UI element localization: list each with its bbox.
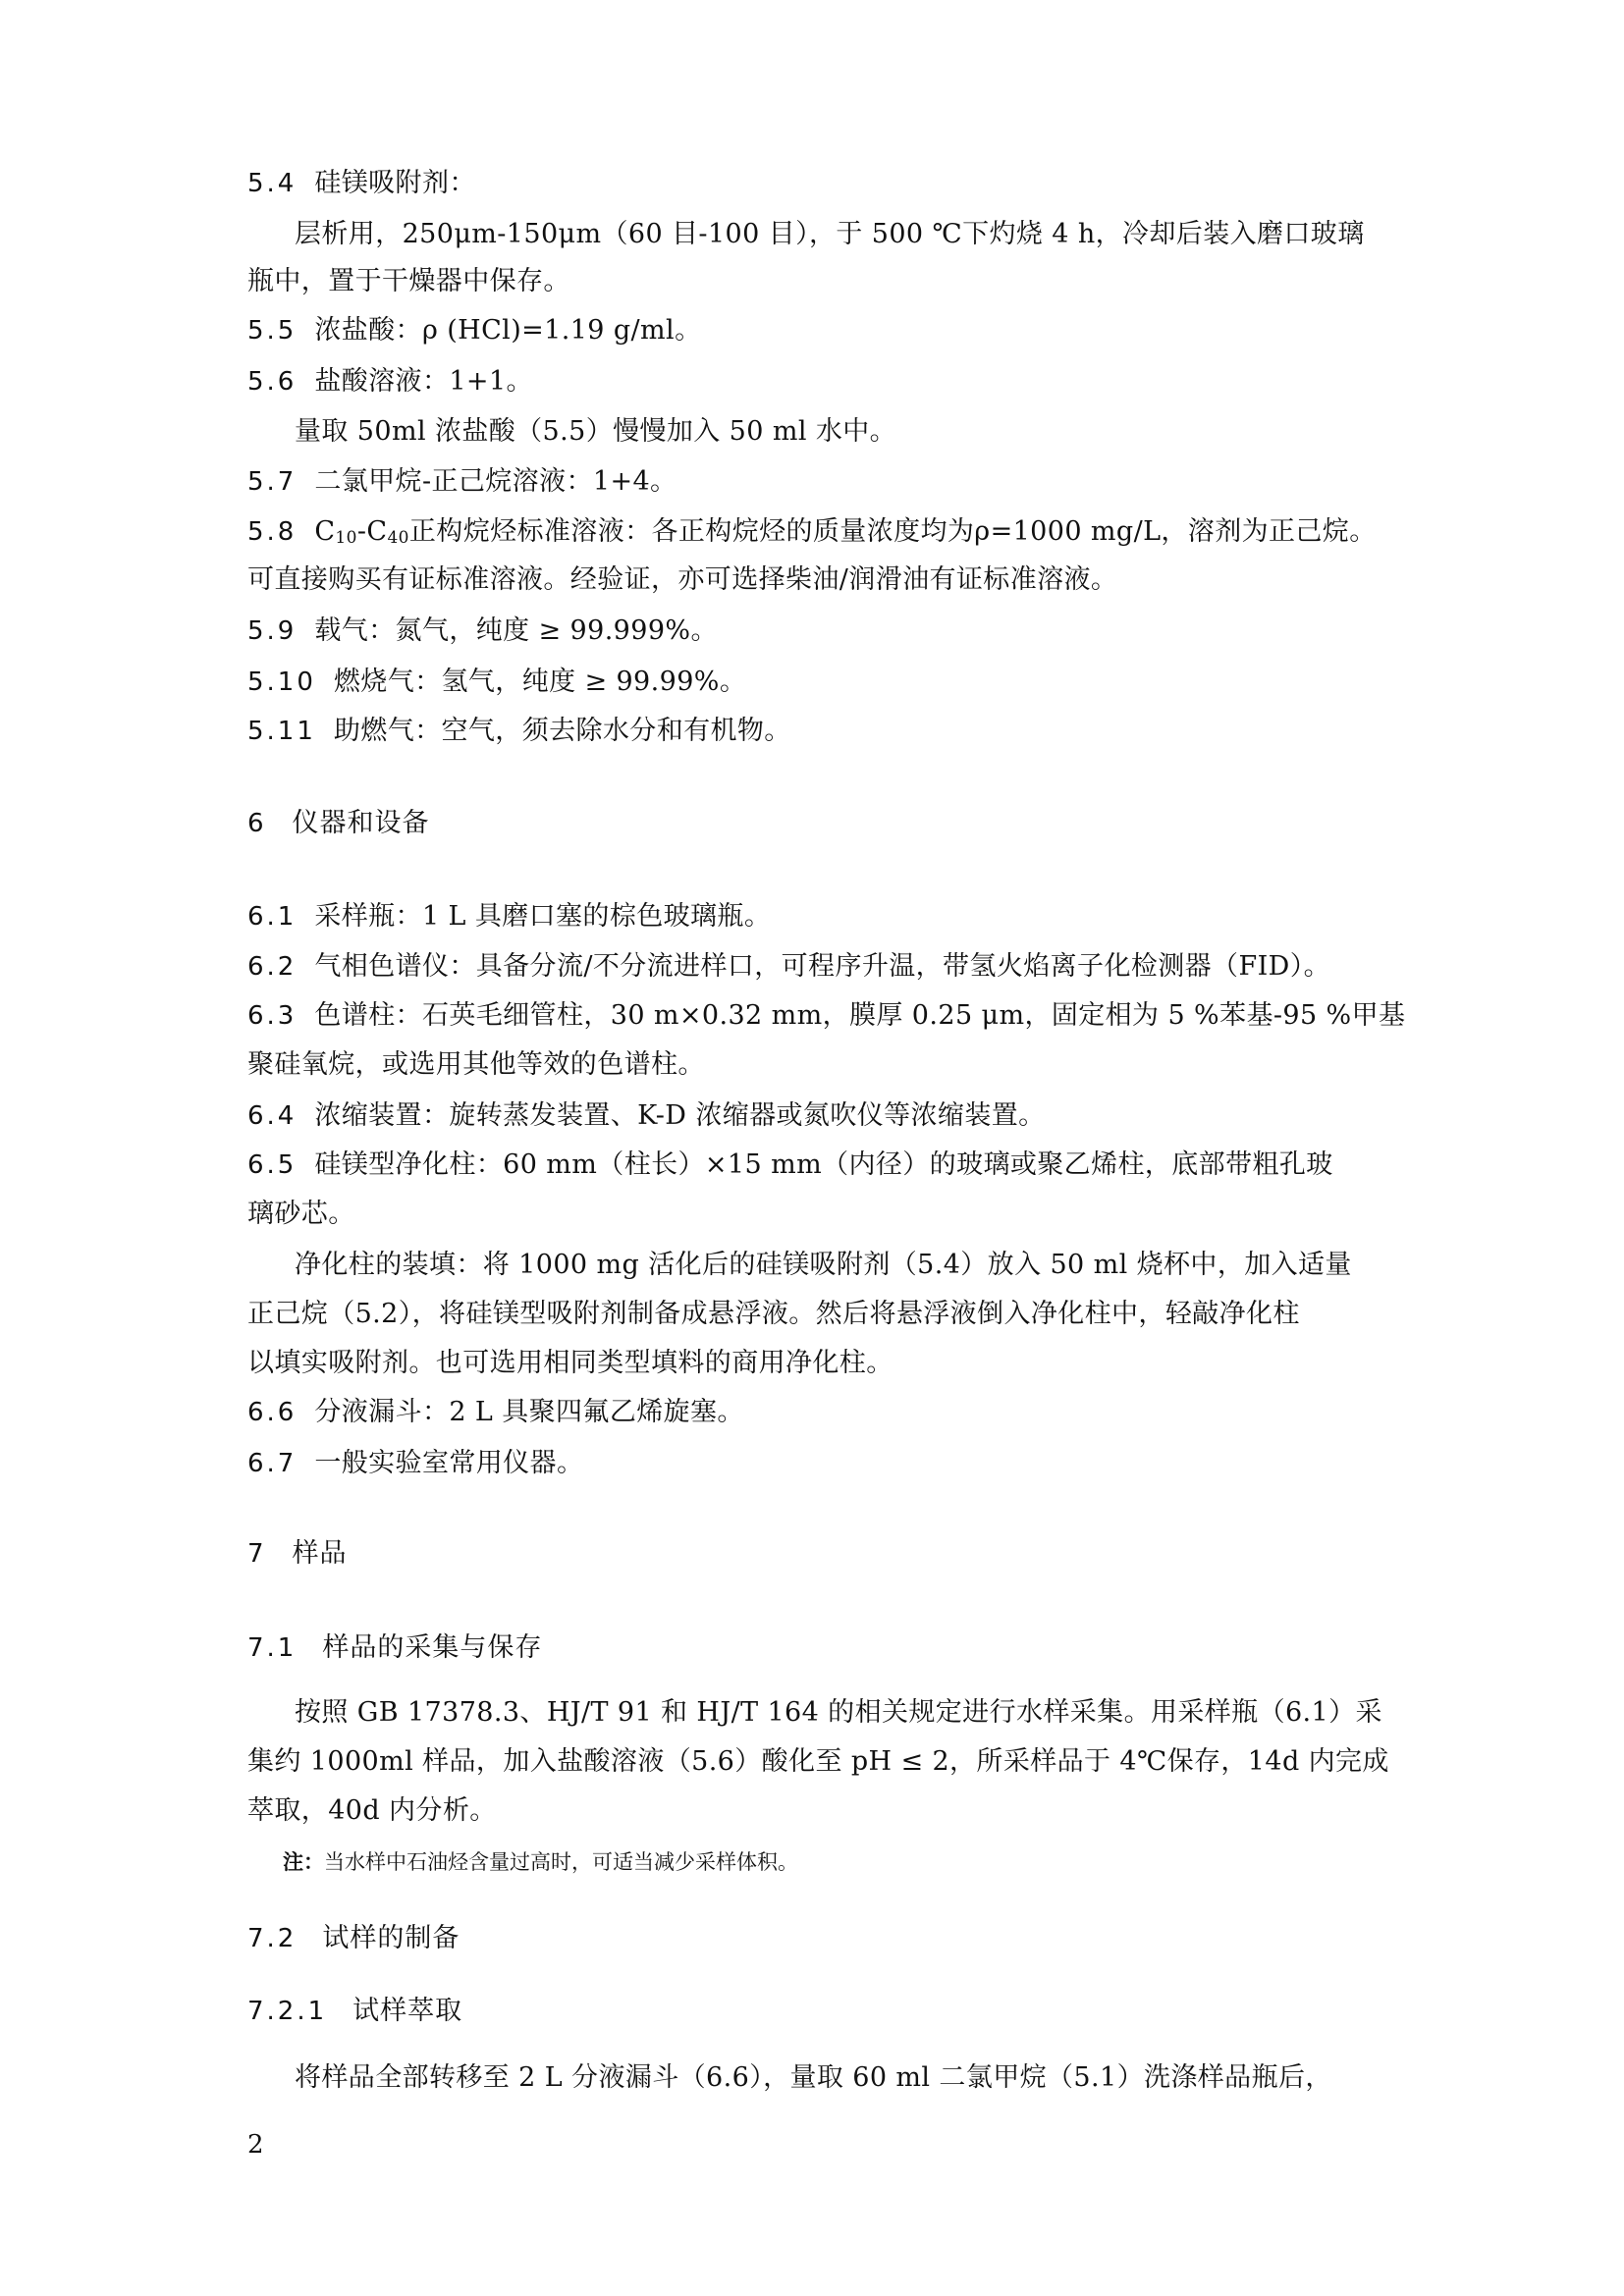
clause-number: 5.9 — [247, 616, 298, 646]
clause-5-9 — [247, 613, 1377, 650]
clause-text: 盐酸溶液：1+1。 — [314, 366, 533, 397]
clause-number: 5.10 — [247, 667, 316, 697]
clause-text: 采样瓶：1 L 具磨口塞的棕色玻璃瓶。 — [314, 901, 772, 932]
clause-number: 5.7 — [247, 467, 298, 497]
formula-dash-c: -C — [356, 516, 388, 547]
section-number: 7.1 — [247, 1633, 298, 1663]
paragraph-7-2-1-line-1: 将样品全部转移至 2 L 分液漏斗（6.6），量取 60 ml 二氯甲烷（5.1）洗涤样品瓶后， — [295, 2062, 1332, 2093]
subscript-10: 10 — [335, 528, 357, 548]
section-title: 仪器和设备 — [292, 808, 430, 838]
formula-c: C — [314, 516, 336, 547]
clause-text: 助燃气：空气，须去除水分和有机物。 — [333, 716, 791, 746]
section-title: 试样萃取 — [352, 1996, 463, 2026]
clause-5-11 — [247, 713, 1377, 750]
subscript-40: 40 — [387, 528, 409, 548]
section-title: 样品的采集与保存 — [322, 1632, 543, 1663]
section-heading-7-1 — [247, 1629, 1377, 1667]
clause-6-5-paragraph-line-2: 正己烷（5.2），将硅镁型吸附剂制备成悬浮液。然后将悬浮液倒入净化柱中，轻敲净化柱 — [247, 1299, 1300, 1329]
clause-6-5 — [247, 1147, 1377, 1184]
note — [283, 1847, 798, 1877]
clause-5-7 — [247, 463, 1377, 501]
clause-5-6 — [247, 363, 1377, 400]
clause-text: 燃烧气：氢气，纯度 ≥ 99.99%。 — [333, 667, 747, 697]
clause-6-3-body: 聚硅氧烷，或选用其他等效的色谱柱。 — [247, 1049, 705, 1080]
clause-text: 一般实验室常用仪器。 — [314, 1448, 584, 1478]
clause-number: 6.4 — [247, 1101, 298, 1131]
clause-6-4 — [247, 1097, 1377, 1135]
page-number: 2 — [247, 2130, 264, 2160]
clause-text: 载气：氮气，纯度 ≥ 99.999%。 — [314, 615, 718, 646]
clause-number: 6.6 — [247, 1398, 298, 1427]
clause-5-10 — [247, 664, 1377, 701]
paragraph-7-1-line-2: 集约 1000ml 样品，加入盐酸溶液（5.6）酸化至 pH ≤ 2，所采样品于 4℃保存，14d 内完成 — [247, 1746, 1389, 1777]
clause-text: 浓缩装置：旋转蒸发装置、K-D 浓缩器或氮吹仪等浓缩装置。 — [314, 1100, 1046, 1131]
section-number: 7 — [247, 1539, 267, 1569]
clause-number: 5.11 — [247, 717, 316, 746]
clause-text: 二氯甲烷-正己烷溶液：1+4。 — [314, 466, 677, 497]
section-heading-7 — [247, 1535, 1377, 1573]
section-heading-7-2 — [247, 1920, 1377, 1957]
clause-number: 6.5 — [247, 1150, 298, 1180]
clause-6-6 — [247, 1394, 1377, 1431]
clause-5-8-body: 可直接购买有证标准溶液。经验证，亦可选择柴油/润滑油有证标准溶液。 — [247, 564, 1118, 595]
clause-5-6-body: 量取 50ml 浓盐酸（5.5）慢慢加入 50 ml 水中。 — [295, 416, 897, 447]
clause-number: 5.4 — [247, 169, 298, 198]
clause-number: 5.8 — [247, 517, 298, 547]
clause-5-4 — [247, 165, 1377, 202]
clause-number: 6.2 — [247, 952, 298, 982]
clause-text: 硅镁型净化柱：60 mm（柱长）×15 mm（内径）的玻璃或聚乙烯柱，底部带粗孔玻 — [314, 1149, 1333, 1180]
clause-6-3 — [247, 997, 1406, 1035]
clause-5-4-body-line-2: 瓶中，置于干燥器中保存。 — [247, 266, 570, 296]
paragraph-7-1-line-3: 萃取，40d 内分析。 — [247, 1795, 497, 1826]
clause-text: 分液漏斗：2 L 具聚四氟乙烯旋塞。 — [314, 1397, 744, 1427]
clause-6-1 — [247, 898, 1377, 935]
clause-number: 6.3 — [247, 1001, 298, 1031]
clause-5-5 — [247, 312, 1377, 349]
note-text: 当水样中石油烃含量过高时，可适当减少采样体积。 — [324, 1850, 798, 1874]
clause-text: 正构烷烃标准溶液：各正构烷烃的质量浓度均为ρ=1000 mg/L，溶剂为正己烷。 — [408, 516, 1377, 547]
clause-number: 5.6 — [247, 367, 298, 397]
note-label: 注： — [283, 1850, 324, 1874]
clause-text: 硅镁吸附剂： — [314, 168, 476, 198]
section-title: 试样的制备 — [322, 1923, 460, 1953]
clause-number: 6.7 — [247, 1449, 298, 1478]
clause-text: 浓盐酸：ρ (HCl)=1.19 g/ml。 — [314, 315, 702, 346]
clause-text: 色谱柱：石英毛细管柱，30 m×0.32 mm，膜厚 0.25 μm，固定相为 5 %苯基-95 %甲基 — [314, 1000, 1406, 1031]
section-number: 7.2.1 — [247, 1997, 328, 2026]
paragraph-7-1-line-1: 按照 GB 17378.3、HJ/T 91 和 HJ/T 164 的相关规定进行水样采集。用采样瓶（6.1）采 — [295, 1697, 1382, 1728]
section-heading-7-2-1 — [247, 1993, 1377, 2030]
clause-text: 气相色谱仪：具备分流/不分流进样口，可程序升温，带氢火焰离子化检测器（FID）。 — [314, 951, 1331, 982]
clause-5-4-body-line-1: 层析用，250μm-150μm（60 目-100 目），于 500 ℃下灼烧 4 h，冷却后装入磨口玻璃 — [295, 219, 1365, 249]
clause-6-2 — [247, 948, 1377, 986]
clause-number: 6.1 — [247, 902, 298, 932]
section-number: 7.2 — [247, 1924, 298, 1953]
section-heading-6 — [247, 805, 1377, 842]
clause-5-8 — [247, 513, 1377, 557]
clause-number: 5.5 — [247, 316, 298, 346]
clause-6-5-paragraph-line-1: 净化柱的装填：将 1000 mg 活化后的硅镁吸附剂（5.4）放入 50 ml 烧杯中，加入适量 — [295, 1250, 1352, 1280]
section-title: 样品 — [292, 1538, 348, 1569]
section-number: 6 — [247, 809, 267, 838]
clause-6-5-paragraph-line-3: 以填实吸附剂。也可选用相同类型填料的商用净化柱。 — [247, 1348, 893, 1378]
clause-6-7 — [247, 1445, 1377, 1482]
clause-6-5-body: 璃砂芯。 — [247, 1199, 355, 1229]
